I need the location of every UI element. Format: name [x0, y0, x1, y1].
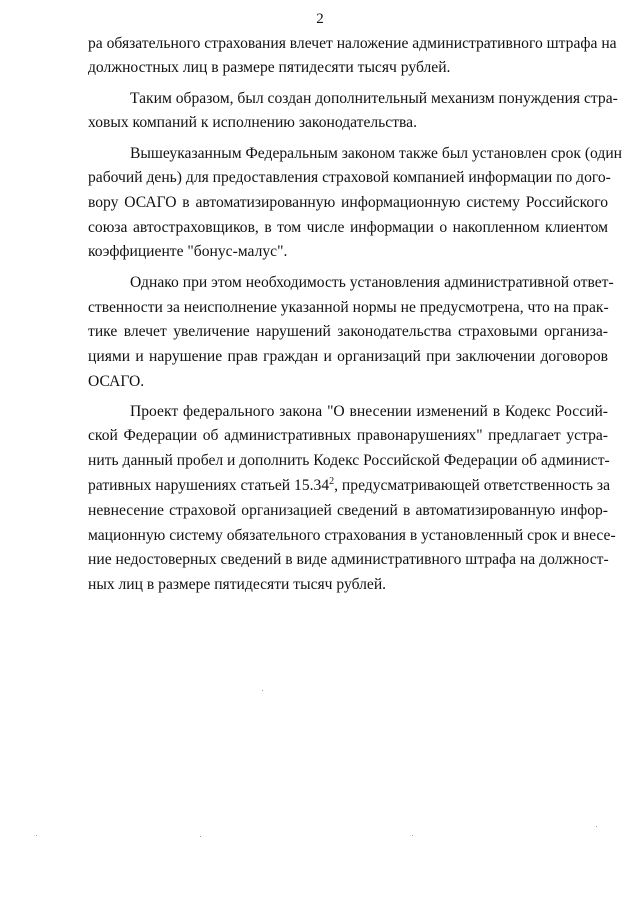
line-segment: , предусматривающей ответственность за	[334, 477, 610, 494]
paragraph-line: ховых компаний к исполнению законодательства.	[88, 114, 417, 131]
scan-speck	[596, 826, 597, 827]
paragraph-line: коэффициенте "бонус-малус".	[88, 243, 288, 260]
scan-speck	[412, 835, 413, 836]
paragraph-line: циями и нарушение прав граждан и организаций при заключении договоров	[88, 348, 608, 365]
paragraph-line: должностных лиц в размере пятидесяти тысяч рублей.	[88, 59, 451, 76]
paragraph-line: ра обязательного страхования влечет наложение административного штрафа на	[88, 35, 617, 52]
paragraph-line: ОСАГО.	[88, 373, 145, 390]
paragraph-line: тике влечет увеличение нарушений законодательства страховыми организа-	[88, 323, 608, 340]
paragraph-line: Однако при этом необходимость установления административной ответ-	[130, 274, 614, 291]
paragraph-line: мационную систему обязательного страхования в установленный срок и внесе-	[88, 527, 616, 544]
superscript: 2	[329, 476, 335, 487]
paragraph-line: вору ОСАГО в автоматизированную информационную систему Российского	[88, 194, 608, 211]
line-segment: ративных нарушениях статьей 15.34	[88, 477, 330, 494]
page-number: 2	[316, 11, 324, 27]
paragraph-line: Проект федерального закона "О внесении изменений в Кодекс Россий-	[130, 403, 608, 420]
paragraph-line: ние недостоверных сведений в виде административного штрафа на должност-	[88, 551, 609, 568]
paragraph-line: союза автостраховщиков, в том числе информации о накопленном клиентом	[88, 219, 608, 236]
scan-speck	[36, 835, 37, 836]
paragraph-line: ных лиц в размере пятидесяти тысяч рублей.	[88, 576, 387, 593]
paragraph-line: ственности за неисполнение указанной нормы не предусмотрена, что на прак-	[88, 299, 609, 316]
paragraph-line: ской Федерации об административных правонарушениях" предлагает устра-	[88, 427, 608, 444]
paragraph-line	[88, 476, 608, 496]
paragraph-line: Таким образом, был создан дополнительный механизм понуждения стра-	[130, 90, 618, 107]
paragraph-line: невнесение страховой организацией сведений в автоматизированную инфор-	[88, 502, 608, 519]
scan-speck	[200, 836, 201, 837]
paragraph-line: Вышеуказанным Федеральным законом также был установлен срок (один	[130, 145, 623, 162]
paragraph-line: рабочий день) для предоставления страховой компанией информации по дого-	[88, 169, 611, 186]
paragraph-line: нить данный пробел и дополнить Кодекс Российской Федерации об админист-	[88, 452, 610, 469]
scan-speck	[262, 690, 263, 691]
